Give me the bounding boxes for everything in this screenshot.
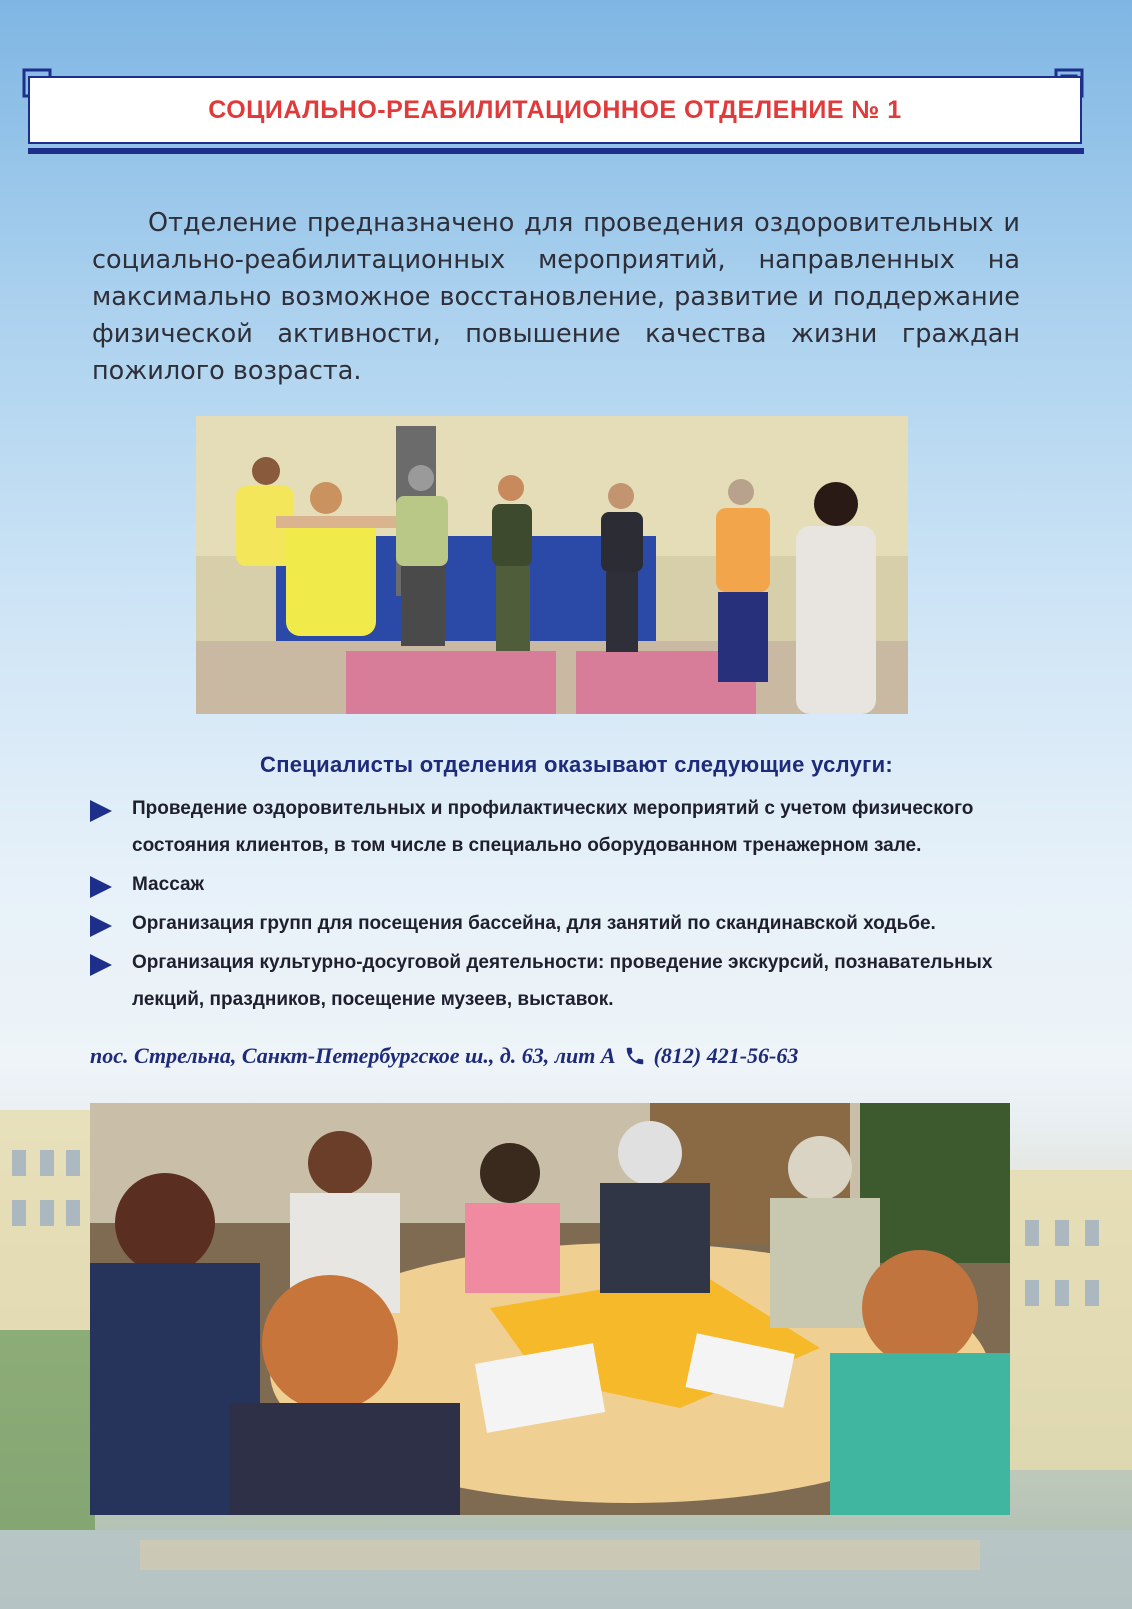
service-item-text: Организация групп для посещения бассейна, для занятий по скандинавской ходьбе. bbox=[132, 913, 936, 934]
triangle-bullet-icon bbox=[90, 876, 112, 898]
service-item-text: Проведение оздоровительных и профилактических мероприятий с учетом физического состояния клиентов, в том числе в специально оборудованном тренажерном зале. bbox=[132, 798, 974, 856]
contact-line bbox=[90, 1043, 798, 1069]
service-item bbox=[90, 944, 1030, 1018]
service-item bbox=[90, 866, 1030, 903]
phone-icon bbox=[624, 1045, 646, 1067]
triangle-bullet-icon bbox=[90, 954, 112, 976]
phone-number: (812) 421-56-63 bbox=[653, 1043, 799, 1068]
page-title: СОЦИАЛЬНО-РЕАБИЛИТАЦИОННОЕ ОТДЕЛЕНИЕ № 1 bbox=[208, 95, 902, 124]
service-item-text: Организация культурно-досуговой деятельности: проведение экскурсий, познавательных лекций, праздников, посещение музеев, выставок. bbox=[132, 952, 993, 1010]
service-item-text: Массаж bbox=[132, 874, 205, 895]
triangle-bullet-icon bbox=[90, 915, 112, 937]
services-heading: Специалисты отделения оказывают следующие услуги: bbox=[260, 752, 894, 777]
address-text: пос. Стрельна, Санкт-Петербургское ш., д. 63, лит А bbox=[90, 1043, 616, 1068]
intro-paragraph: Отделение предназначено для проведения оздоровительных и социально-реабилитационных мероприятий, направленных на максимально возможное восстановление, развитие и поддержание физической активности, повышение качества жизни граждан пожилого возраста. bbox=[92, 208, 1020, 386]
service-item bbox=[90, 790, 1030, 864]
intro-text bbox=[92, 205, 1020, 390]
banner-underline bbox=[28, 148, 1084, 154]
triangle-bullet-icon bbox=[90, 800, 112, 822]
exercise-class-photo bbox=[196, 416, 908, 714]
services-list bbox=[90, 790, 1030, 1020]
discussion-group-photo bbox=[90, 1103, 1010, 1515]
header-banner bbox=[28, 76, 1082, 144]
service-item bbox=[90, 905, 1030, 942]
